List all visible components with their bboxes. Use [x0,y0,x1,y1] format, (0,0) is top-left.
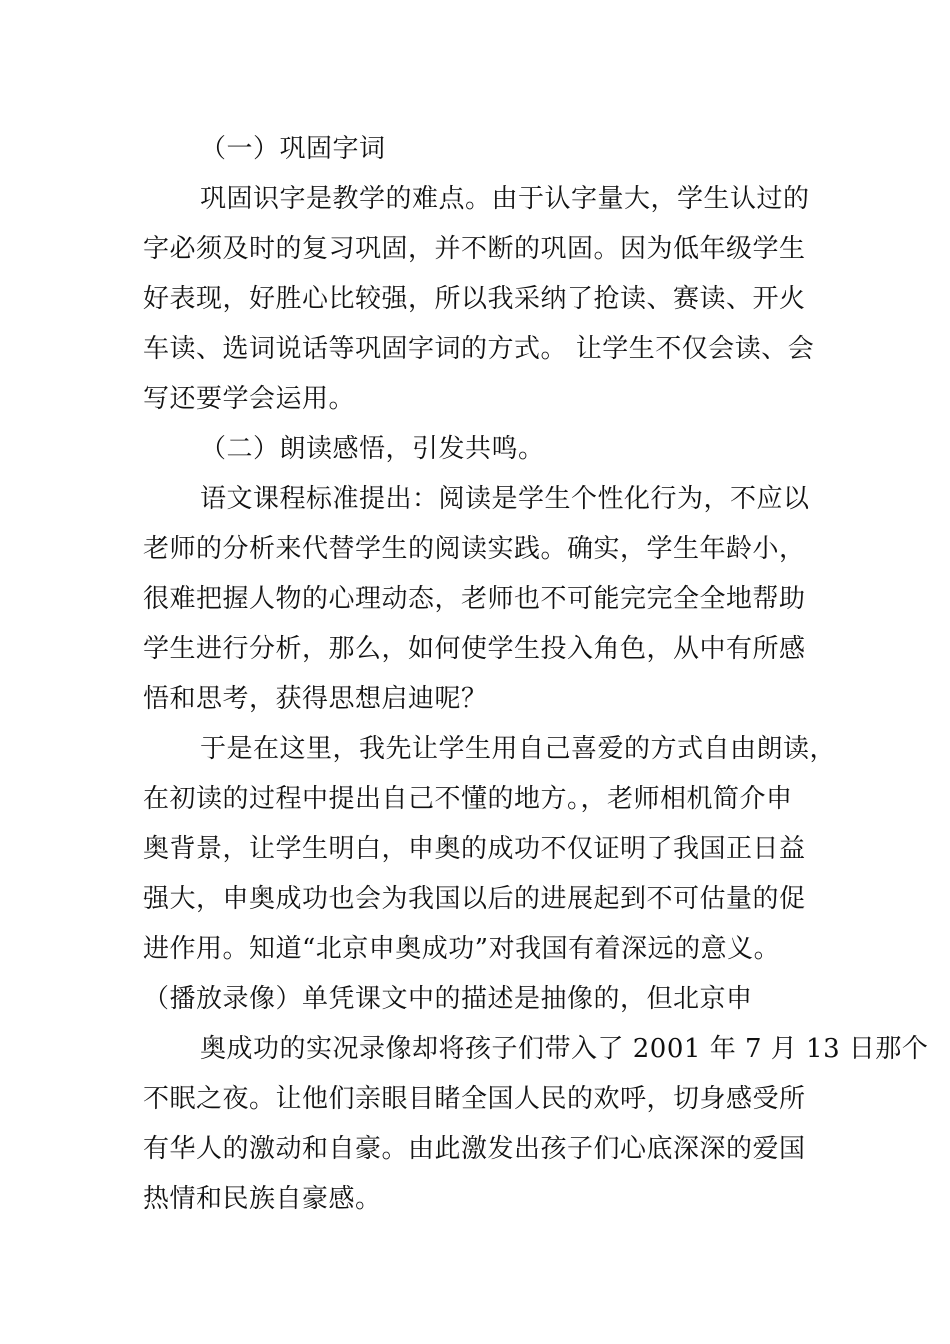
paragraph-line: 字必须及时的复习巩固，并不断的巩固。因为低年级学生 [143,234,806,264]
paragraph-line: 悟和思考，获得思想启迪呢？ [143,684,488,714]
section-heading-reading-feeling: （二）朗读感悟，引发共鸣。 [200,434,545,464]
paragraph-line: 奥成功的实况录像却将孩子们带入了 2001 年 7 月 13 日那个 [200,1034,929,1064]
paragraph-line: （播放录像）单凭课文中的描述是抽像的，但北京申 [143,984,753,1014]
paragraph-line: 写还要学会运用。 [143,384,356,414]
paragraph-line: 学生进行分析，那么，如何使学生投入角色，从中有所感 [143,634,806,664]
paragraph-line: 巩固识字是教学的难点。由于认字量大，学生认过的 [200,184,810,214]
paragraph-line: 很难把握人物的心理动态，老师也不可能完完全全地帮助 [143,584,806,614]
paragraph-line: 好表现，好胜心比较强，所以我采纳了抢读、赛读、开火 [143,284,806,314]
paragraph-line: 进作用。知道“北京申奥成功”对我国有着深远的意义。 [143,934,781,964]
section-heading-consolidate-words: （一）巩固字词 [200,134,386,164]
paragraph-line: 强大，申奥成功也会为我国以后的进展起到不可估量的促 [143,884,806,914]
paragraph-line: 语文课程标准提出：阅读是学生个性化行为，不应以 [200,484,810,514]
paragraph-line: 热情和民族自豪感。 [143,1184,382,1214]
paragraph-line: 有华人的激动和自豪。由此激发出孩子们心底深深的爱国 [143,1134,806,1164]
paragraph-line: 在初读的过程中提出自己不懂的地方。，老师相机简介申 [143,784,793,814]
paragraph-line: 于是在这里，我先让学生用自己喜爱的方式自由朗读， [200,734,837,764]
paragraph-line: 车读、选词说话等巩固字词的方式。 让学生不仅会读、会 [143,334,815,364]
paragraph-line: 奥背景，让学生明白，申奥的成功不仅证明了我国正日益 [143,834,806,864]
paragraph-line: 不眠之夜。让他们亲眼目睹全国人民的欢呼，切身感受所 [143,1084,806,1114]
paragraph-line: 老师的分析来代替学生的阅读实践。确实，学生年龄小， [143,534,806,564]
